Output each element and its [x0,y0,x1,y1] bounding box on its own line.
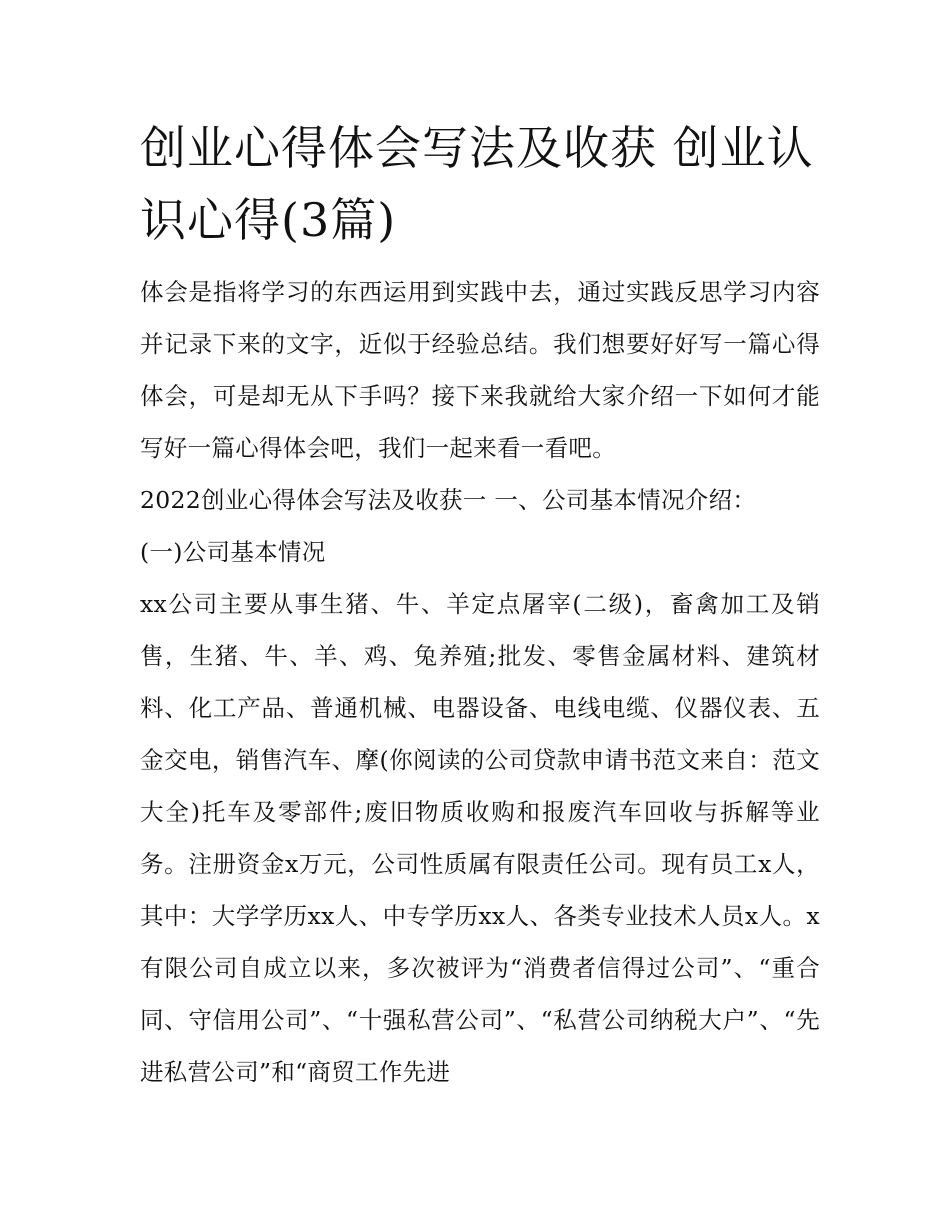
company-paragraph: xx公司主要从事生猪、牛、羊定点屠宰(二级)，畜禽加工及销售，生猪、牛、羊、鸡、兔养殖;批发、零售金属材料、建筑材料、化工产品、普通机械、电器设备、电线电缆、仪器仪表、五金交电，销售汽车、摩(你阅读的公司贷款申请书范文来自：范文大全)托车及零部件;废旧物质收购和报废汽车回收与拆解等业务。注册资金x万元，公司性质属有限责任公司。现有员工x人，其中：大学学历xx人、中专学历xx人、各类专业技术人员x人。x有限公司自成立以来，多次被评为“消费者信得过公司”、“重合同、守信用公司”、“十强私营公司”、“私营公司纳税大户”、“先进私营公司”和“商贸工作先进 [140,590,820,1086]
section-heading: 2022创业心得体会写法及收获一 一、公司基本情况介绍： [140,486,757,514]
document-page [140,112,820,1098]
document-title: 创业心得体会写法及收获 创业认识心得(3篇) [140,121,814,247]
subsection-heading: (一)公司基本情况 [140,538,326,566]
intro-paragraph: 体会是指将学习的东西运用到实践中去，通过实践反思学习内容并记录下来的文字，近似于经验总结。我们想要好好写一篇心得体会，可是却无从下手吗？接下来我就给大家介绍一下如何才能写好一篇心得体会吧，我们一起来看一看吧。 [140,278,820,462]
